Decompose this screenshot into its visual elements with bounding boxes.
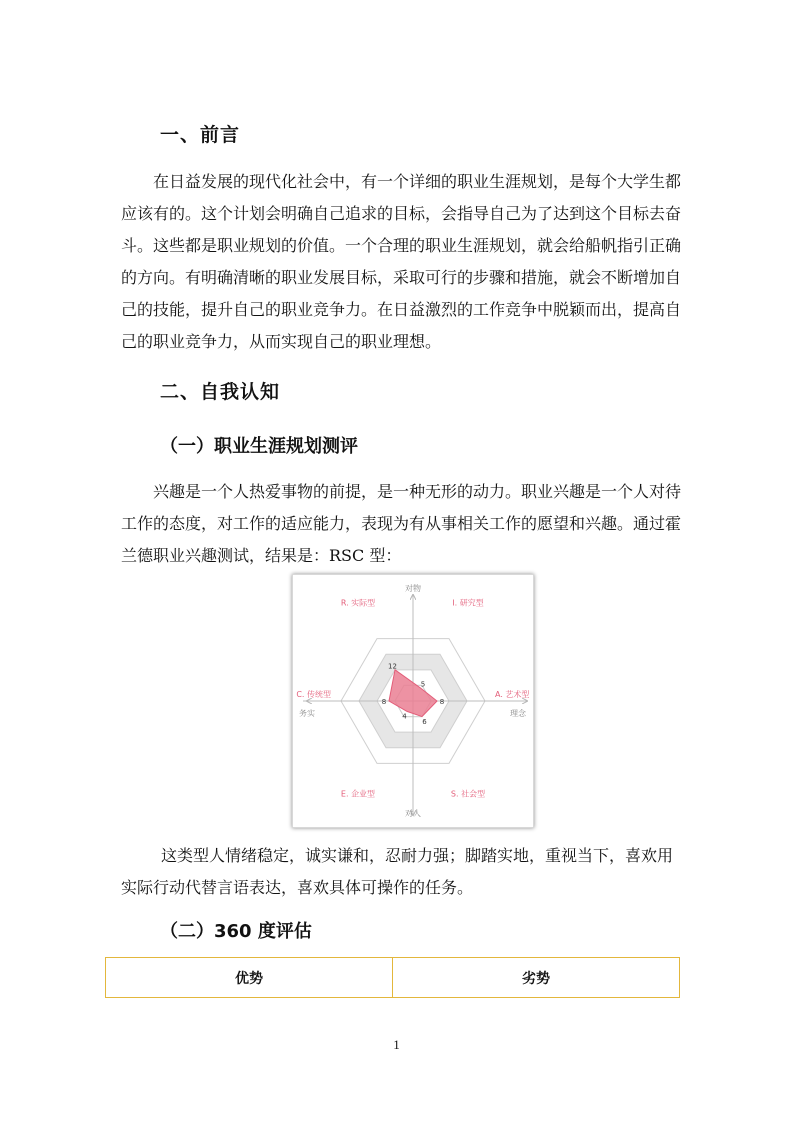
paragraph-type-description [121,840,681,904]
text-line: 己的技能，提升自己的职业竞争力。在日益激烈的工作竞争中脱颖而出，提高自 [121,300,682,319]
axis-label-bottom: 对人 [405,809,421,818]
radar-value-label: 5 [420,680,426,689]
text-line: 己的职业竞争力，从而实现自己的职业理想。 [121,332,442,351]
radar-category-label: E. 企业型 [340,789,376,799]
assessment-table [105,957,680,998]
header-weaknesses: 劣势 [393,958,680,998]
radar-value-label: 4 [402,712,407,721]
axis-label-top: 对物 [405,584,421,593]
text-line: 这类型人情绪稳定，诚实谦和，忍耐力强；脚踏实地，重视当下，喜欢用 [161,846,674,865]
heading-self-awareness: 二、自我认知 [160,381,281,403]
radar-value-label: 12 [388,662,397,671]
axis-label-right: 理念 [510,709,526,718]
text-line: 的方向。有明确清晰的职业发展目标，采取可行的步骤和措施，就会不断增加自 [121,268,682,287]
header-strengths: 优势 [106,958,393,998]
radar-category-label: S. 社会型 [450,789,486,799]
text-line: 在日益发展的现代化社会中，有一个详细的职业生涯规划，是每个大学生都 [153,172,682,191]
heading-preface: 一、前言 [160,124,241,146]
text-line: 斗。这些都是职业规划的价值。一个合理的职业生涯规划，就会给船帆指引正确 [121,236,682,255]
radar-category-label: A. 艺术型 [495,690,530,699]
page-number: 1 [393,1037,400,1052]
paragraph-interest [121,476,681,572]
text-line: 工作的态度，对工作的适应能力，表现为有从事相关工作的愿望和兴趣。通过霍 [121,514,682,533]
radar-value-label: 8 [439,698,445,706]
heading-career-assessment: （一）职业生涯规划测评 [160,436,358,457]
text-line: 应该有的。这个计划会明确自己追求的目标，会指导自己为了达到这个目标去奋 [121,204,682,223]
text-line: 实际行动代替言语表达，喜欢具体可操作的任务。 [121,878,474,897]
radar-chart-svg [293,575,533,827]
axis-label-left: 务实 [299,709,315,718]
radar-category-label: C. 传统型 [296,690,331,699]
holland-radar-chart [292,574,534,828]
paragraph-preface [121,166,681,358]
radar-value-label: 8 [381,698,387,706]
radar-category-label: I. 研究型 [452,598,484,608]
table-header-row [106,958,680,998]
radar-category-label: R. 实际型 [340,598,376,608]
radar-value-label: 6 [422,717,427,726]
text-line: 兰德职业兴趣测试，结果是：RSC 型： [121,546,402,565]
heading-360-assessment: （二）360 度评估 [160,921,312,942]
text-line: 兴趣是一个人热爱事物的前提，是一种无形的动力。职业兴趣是一个人对待 [153,482,682,501]
